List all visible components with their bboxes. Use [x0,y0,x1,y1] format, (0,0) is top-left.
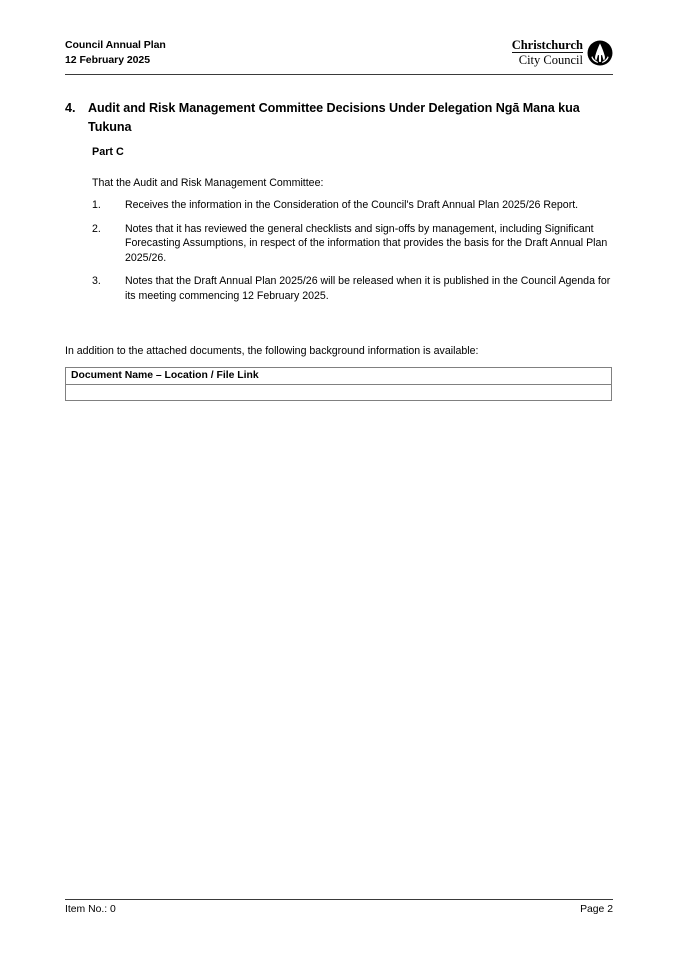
part-label: Part C [92,146,124,158]
page-title: Audit and Risk Management Committee Decisions Under Delegation Ngā Mana kua Tukuna [88,101,580,134]
background-information-note: In addition to the attached documents, the following background information is available: [65,345,479,357]
christchurch-city-council-logo [512,39,613,66]
list-item [92,198,613,213]
page-header [65,38,613,76]
background-documents-table [65,367,612,401]
header-document-title: Council Annual Plan [65,39,166,51]
footer-page-number: Page 2 [580,904,613,915]
list-item-number: 2. [92,222,101,235]
list-item [92,222,613,266]
logo-line-christchurch: Christchurch [511,38,583,52]
section-number: 4. [65,101,76,115]
recommendations-block [92,176,613,313]
recommendation-intro: That the Audit and Risk Management Committee: [92,177,324,189]
page-footer [65,903,613,917]
footer-item-number: Item No.: 0 [65,904,116,915]
header-divider [65,74,613,75]
list-item-text: Notes that it has reviewed the general checklists and sign-offs by management, including Significant Forecasting Assumptions, in respect of the information that provides the basis for the Draft Annual Plan 2025/26. [125,222,608,264]
column-header-document-name: Document Name – Location / File Link [66,368,612,385]
list-item [92,274,613,303]
section-title-block [65,99,613,159]
footer-divider [65,899,613,900]
header-document-date: 12 February 2025 [65,53,151,66]
list-item-number: 3. [92,275,101,288]
list-item-text: Notes that the Draft Annual Plan 2025/26 will be released when it is published in the Council Agenda for its meeting commencing 12 February 2025. [125,275,611,302]
recommendation-list [92,198,613,304]
list-item-text: Receives the information in the Consideration of the Council's Draft Annual Plan 2025/26 Report. [125,199,579,211]
page-title-row [65,99,613,136]
table-cell-document-name [66,385,612,401]
christchurch-council-emblem-icon [587,40,613,66]
logo-line-city-council: City Council [518,52,583,67]
logo-wordmark [512,39,583,66]
header-title-block [65,38,166,67]
table-header-row [66,368,612,385]
table-row [66,385,612,401]
list-item-number: 1. [92,199,101,211]
